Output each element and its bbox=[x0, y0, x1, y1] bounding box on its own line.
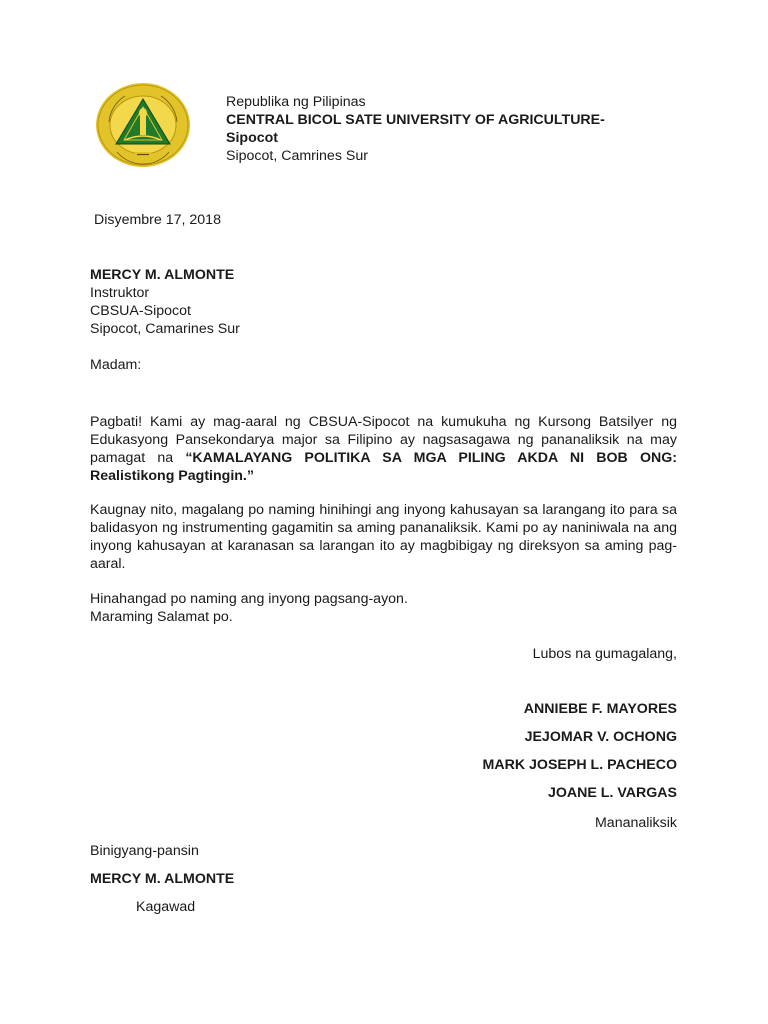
researchers-role: Mananaliksik bbox=[594, 815, 677, 831]
researcher-name: JOANE L. VARGAS bbox=[547, 785, 677, 801]
complimentary-close: Lubos na gumagalang, bbox=[532, 646, 677, 662]
recipient-title: Instruktor bbox=[90, 285, 150, 301]
paragraph-intro bbox=[90, 413, 677, 485]
paragraph-intro-text: Pagbati! Kami ay mag-aaral ng CBSUA-Sipocot na kumukuha ng Kursong Batsilyer ng Edukasyong Pansekondarya major sa Filipino ay nagsasagawa ng pananaliksik na may pamagat na bbox=[90, 414, 677, 466]
letterhead bbox=[226, 93, 605, 165]
closing-lines bbox=[90, 590, 408, 626]
university-seal-logo bbox=[95, 82, 191, 168]
recipient-org: CBSUA-Sipocot bbox=[90, 303, 191, 319]
letterhead-country: Republika ng Pilipinas bbox=[226, 94, 366, 110]
salutation: Madam: bbox=[90, 357, 142, 373]
recipient-name: MERCY M. ALMONTE bbox=[90, 267, 235, 283]
noted-name: MERCY M. ALMONTE bbox=[90, 871, 235, 887]
noted-role: Kagawad bbox=[136, 899, 196, 915]
closing-line: Hinahangad po naming ang inyong pagsang-ayon. bbox=[90, 591, 408, 607]
paragraph-request: Kaugnay nito, magalang po naming hinihingi ang inyong kahusayan sa larangang ito para sa balidasyon ng instrumenting gagamitin sa aming pananaliksik. Kami po ay naniniwala na ang inyong kahusayan at karanasan sa larangan ito ay magbibigay ng direksyon sa aming pag-aaral. bbox=[90, 502, 677, 572]
research-title: “KAMALAYANG POLITIKA SA MGA PILING AKDA NI BOB ONG: Realistikong Pagtingin.” bbox=[90, 450, 677, 484]
recipient-location: Sipocot, Camarines Sur bbox=[90, 321, 240, 337]
letterhead-address: Sipocot, Camrines Sur bbox=[226, 148, 368, 164]
closing-line: Maraming Salamat po. bbox=[90, 609, 233, 625]
researcher-name: JEJOMAR V. OCHONG bbox=[524, 729, 677, 745]
noted-label: Binigyang-pansin bbox=[90, 843, 199, 859]
letter-date: Disyembre 17, 2018 bbox=[94, 212, 221, 228]
letterhead-campus: Sipocot bbox=[226, 130, 279, 146]
recipient-block bbox=[90, 266, 240, 338]
researcher-name: MARK JOSEPH L. PACHECO bbox=[482, 757, 677, 773]
researcher-name: ANNIEBE F. MAYORES bbox=[523, 701, 677, 717]
letterhead-university: CENTRAL BICOL SATE UNIVERSITY OF AGRICULTURE- bbox=[226, 112, 605, 128]
